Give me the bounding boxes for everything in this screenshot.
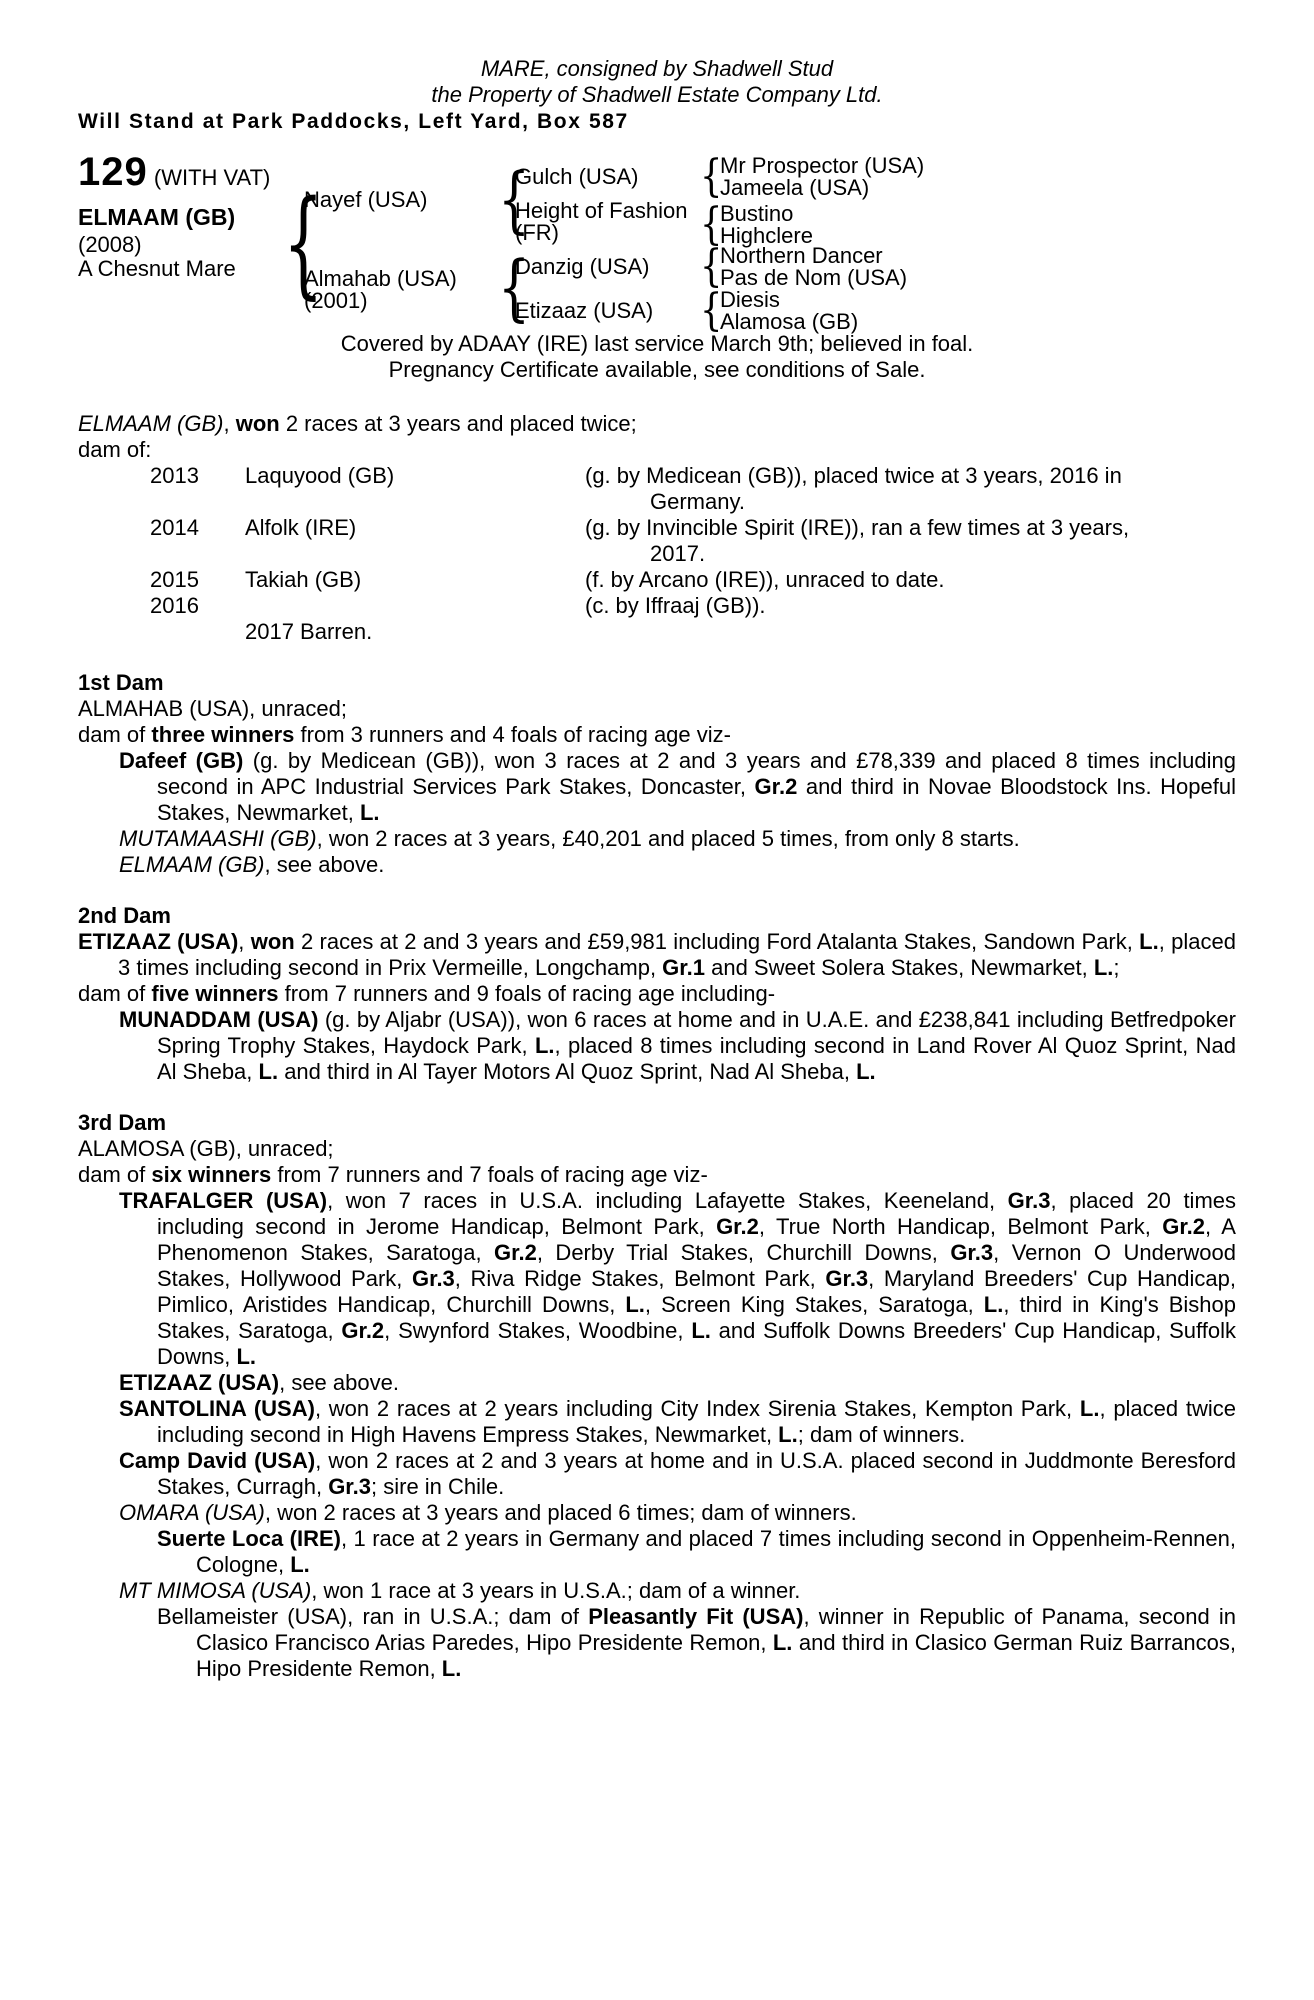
text-segment: three winners <box>151 722 295 747</box>
text-segment: , placed twice including second in High Havens Empress Stakes, Newmarket, <box>157 1396 1236 1447</box>
produce-rows <box>150 463 1236 645</box>
text-segment: , Screen King Stakes, Saratoga, <box>644 1292 984 1317</box>
horse-name: ELMAAM (GB) <box>78 204 236 230</box>
lot-line <box>78 150 270 195</box>
text-segment: from 3 runners and 4 foals of racing age viz- <box>294 722 731 747</box>
pedigree-note-paragraph <box>78 1396 1236 1448</box>
text-segment: ELMAAM (GB) <box>78 411 224 436</box>
consignor-line: MARE, consigned by Shadwell Stud <box>480 56 834 81</box>
text-segment: , A Phenomenon Stakes, Saratoga, <box>157 1214 1236 1265</box>
dam-section-heading: 2nd Dam <box>78 903 171 928</box>
text-segment: Gr.2 <box>341 1318 385 1343</box>
text-segment: TRAFALGER (USA) <box>119 1188 328 1213</box>
pedigree-note-paragraph <box>78 1370 1236 1396</box>
text-segment: ALMAHAB (USA), unraced; <box>78 696 347 721</box>
produce-year: 2015 <box>150 567 199 592</box>
pedigree-sire-sire: Gulch (USA) <box>515 164 639 189</box>
text-segment: , <box>223 411 236 436</box>
vat-note: (WITH VAT) <box>153 165 271 190</box>
pedigree-great-1: Mr Prospector (USA) <box>720 153 925 178</box>
produce-row <box>150 463 1236 515</box>
pedigree-note-paragraph <box>78 852 1236 878</box>
pedigree-great-3: Bustino <box>720 201 794 226</box>
text-segment: Gr.3 <box>411 1266 455 1291</box>
lot-number: 129 <box>78 150 148 194</box>
produce-year: 2014 <box>150 515 199 540</box>
text-segment: won <box>250 929 295 954</box>
produce-row <box>150 619 1236 645</box>
pedigree-note-paragraph <box>78 722 1236 748</box>
text-segment: , third in King's Bishop Stakes, Saratoga, <box>157 1292 1236 1343</box>
text-segment: and Sweet Solera Stakes, Newmarket, <box>704 955 1094 980</box>
text-segment: L. <box>236 1344 257 1369</box>
text-segment: Gr.3 <box>950 1240 994 1265</box>
pedigree-great-2: Jameela (USA) <box>720 175 870 200</box>
pedigree-note-paragraph <box>78 1578 1236 1604</box>
text-segment: , won 7 races in U.S.A. including Lafayette Stakes, Keeneland, <box>327 1188 1008 1213</box>
text-segment: L. <box>1093 955 1114 980</box>
text-segment: , winner in Republic of Panama, second in Clasico Francisco Arias Paredes, Hipo Presidente Remon, <box>196 1604 1237 1655</box>
produce-desc: (c. by Iffraaj (GB)). <box>585 593 766 618</box>
text-segment: Gr.2 <box>716 1214 759 1239</box>
text-segment: L. <box>983 1292 1004 1317</box>
text-segment: L. <box>1079 1396 1100 1421</box>
text-segment: L. <box>441 1656 462 1681</box>
text-segment: Gr.3 <box>328 1474 371 1499</box>
text-segment: , won 2 races at 2 years including City Index Sirenia Stakes, Kempton Park, <box>314 1396 1080 1421</box>
text-segment: ELMAAM (GB) <box>119 852 265 877</box>
horse-description: A Chesnut Mare <box>78 256 236 281</box>
text-segment: Suerte Loca (IRE) <box>157 1526 341 1551</box>
produce-desc: (g. by Medicean (GB)), placed twice at 3 years, 2016 in Germany. <box>585 463 1122 514</box>
produce-year: 2013 <box>150 463 199 488</box>
text-segment: Camp David (USA) <box>119 1448 316 1473</box>
pedigree-note-paragraph <box>78 826 1236 852</box>
text-segment: , Vernon O Underwood Stakes, Hollywood Park, <box>157 1240 1236 1291</box>
text-segment: , won 2 races at 2 and 3 years at home and in U.S.A. placed second in Juddmonte Beresford Stakes, Curragh, <box>157 1448 1236 1499</box>
text-segment: L. <box>772 1630 793 1655</box>
pedigree-great-7: Diesis <box>720 287 780 312</box>
produce-name: 2017 Barren. <box>245 619 373 644</box>
produce-row <box>150 567 1236 593</box>
text-segment: (g. by Medicean (GB)), won 3 races at 2 and 3 years and £78,339 and placed 8 times including second in APC Industrial Services Park Stakes, Doncaster, <box>157 748 1236 799</box>
pedigree-sire-dam: Height of Fashion <box>515 198 688 223</box>
text-segment: L. <box>625 1292 645 1317</box>
pedigree-table <box>78 146 1236 334</box>
dam-of-label: dam of: <box>78 437 152 462</box>
pedigree-dam-year: (2001) <box>304 288 368 313</box>
pedigree-note-paragraph <box>78 1162 1236 1188</box>
text-segment: Gr.2 <box>494 1240 537 1265</box>
text-segment: , won 2 races at 3 years, £40,201 and placed 5 times, from only 8 starts. <box>316 826 1020 851</box>
dam-section-heading: 1st Dam <box>78 670 164 695</box>
text-segment: ETIZAAZ (USA) <box>119 1370 280 1395</box>
produce-desc: (f. by Arcano (IRE)), unraced to date. <box>585 567 945 592</box>
text-segment: ETIZAAZ (USA) <box>78 929 239 954</box>
text-segment: six winners <box>151 1162 272 1187</box>
pedigree-note-paragraph <box>78 929 1236 981</box>
pedigree-dam: Almahab (USA) <box>304 266 457 291</box>
text-segment: , <box>238 929 251 954</box>
text-segment: and third in Novae Bloodstock Ins. Hopeful Stakes, Newmarket, <box>157 774 1236 825</box>
text-segment: Gr.1 <box>662 955 705 980</box>
pedigree-note-paragraph <box>78 1604 1236 1682</box>
produce-name: Laquyood (GB) <box>245 463 395 488</box>
produce-name: Alfolk (IRE) <box>245 515 357 540</box>
text-segment: and third in Al Tayer Motors Al Quoz Sprint, Nad Al Sheba, <box>278 1059 857 1084</box>
text-segment: L. <box>359 800 380 825</box>
text-segment: 2 races at 3 years and placed twice; <box>279 411 637 436</box>
text-segment: L. <box>778 1422 798 1447</box>
produce-name <box>245 593 585 619</box>
pedigree-great-5: Northern Dancer <box>720 243 883 268</box>
produce-year: 2016 <box>150 593 199 618</box>
text-segment: L. <box>691 1318 711 1343</box>
text-segment: Bellameister (USA), ran in U.S.A.; dam of <box>157 1604 589 1629</box>
text-segment: , see above. <box>264 852 385 877</box>
pedigree-note-paragraph <box>78 1448 1236 1500</box>
text-segment: OMARA (USA) <box>119 1500 265 1525</box>
text-segment: L. <box>290 1552 310 1577</box>
pedigree-note-paragraph <box>78 1007 1236 1085</box>
text-segment: MT MIMOSA (USA) <box>119 1578 312 1603</box>
text-segment: won <box>235 411 280 436</box>
text-segment: MUNADDAM (USA) <box>119 1007 319 1032</box>
text-segment: Gr.3 <box>1007 1188 1051 1213</box>
text-segment: from 7 runners and 9 foals of racing age including- <box>278 981 776 1006</box>
produce-desc <box>585 619 1190 645</box>
text-segment: , placed 8 times including second in Land Rover Al Quoz Sprint, Nad Al Sheba, <box>157 1033 1236 1084</box>
text-segment: (g. by Aljabr (USA)), won 6 races at home and in U.A.E. and £238,841 including Betfredpoker Spring Trophy Stakes, Haydock Park, <box>157 1007 1236 1058</box>
text-segment: , Maryland Breeders' Cup Handicap, Pimlico, Aristides Handicap, Churchill Downs, <box>157 1266 1237 1317</box>
covering-line-2: Pregnancy Certificate available, see conditions of Sale. <box>388 357 926 382</box>
pedigree-note-paragraph <box>78 748 1236 826</box>
produce-row <box>150 515 1236 567</box>
text-segment: from 7 runners and 7 foals of racing age viz- <box>271 1162 708 1187</box>
pedigree-sire: Nayef (USA) <box>304 187 428 212</box>
text-segment: , see above. <box>279 1370 399 1395</box>
pedigree-note-paragraph <box>78 696 1236 722</box>
produce-year <box>150 619 245 645</box>
dam-sections <box>78 670 1236 1682</box>
pedigree-note-paragraph <box>78 1188 1236 1370</box>
produce-intro <box>78 411 1236 437</box>
text-segment: dam of <box>78 1162 152 1187</box>
pedigree-note-paragraph <box>78 981 1236 1007</box>
text-segment: , Swynford Stakes, Woodbine, <box>384 1318 692 1343</box>
pedigree-note-paragraph <box>78 1136 1236 1162</box>
pedigree-dam-sire: Danzig (USA) <box>515 254 650 279</box>
text-segment: and third in Clasico German Ruiz Barrancos, Hipo Presidente Remon, <box>196 1630 1236 1681</box>
horse-year-foaled: (2008) <box>78 232 142 257</box>
pedigree-note-paragraph <box>78 1526 1236 1578</box>
pedigree-great-6: Pas de Nom (USA) <box>720 265 908 290</box>
text-segment: , 1 race at 2 years in Germany and placed 7 times including second in Oppenheim-Rennen, Cologne, <box>196 1526 1236 1577</box>
text-segment: Gr.3 <box>825 1266 869 1291</box>
text-segment: , Derby Trial Stakes, Churchill Downs, <box>536 1240 951 1265</box>
text-segment: five winners <box>151 981 279 1006</box>
property-line: the Property of Shadwell Estate Company Ltd. <box>431 82 883 107</box>
page-content <box>78 0 1236 1682</box>
text-segment: ; sire in Chile. <box>371 1474 505 1499</box>
text-segment: , placed 20 times including second in Jerome Handicap, Belmont Park, <box>157 1188 1237 1239</box>
text-segment: dam of <box>78 981 152 1006</box>
stand-location-line: Will Stand at Park Paddocks, Left Yard, Box 587 <box>78 110 629 133</box>
text-segment: Gr.2 <box>1162 1214 1206 1239</box>
produce-name: Takiah (GB) <box>245 567 362 592</box>
dam-section <box>78 1110 1236 1682</box>
text-segment: and Suffolk Downs Breeders' Cup Handicap, Suffolk Downs, <box>157 1318 1236 1369</box>
text-segment: MUTAMAASHI (GB) <box>119 826 317 851</box>
dam-section-heading: 3rd Dam <box>78 1110 167 1135</box>
text-segment: , True North Handicap, Belmont Park, <box>758 1214 1163 1239</box>
pedigree-note-paragraph <box>78 1500 1236 1526</box>
covering-line-1: Covered by ADAAY (IRE) last service March 9th; believed in foal. <box>340 331 974 356</box>
text-segment: , placed 3 times including second in Prix Vermeille, Longchamp, <box>118 929 1236 980</box>
text-segment: L. <box>856 1059 876 1084</box>
text-segment: 2 races at 2 and 3 years and £59,981 including Ford Atalanta Stakes, Sandown Park, <box>294 929 1140 954</box>
pedigree-dam-dam: Etizaaz (USA) <box>515 298 654 323</box>
pedigree-sire-dam-suffix: (FR) <box>515 220 559 245</box>
produce-desc: (g. by Invincible Spirit (IRE)), ran a few times at 3 years, 2017. <box>585 515 1130 566</box>
text-segment: , won 1 race at 3 years in U.S.A.; dam of a winner. <box>311 1578 801 1603</box>
produce-row <box>150 593 1236 619</box>
text-segment: L. <box>1139 929 1159 954</box>
dam-section <box>78 670 1236 878</box>
text-segment: L. <box>534 1033 555 1058</box>
text-segment: , Riva Ridge Stakes, Belmont Park, <box>454 1266 826 1291</box>
text-segment: , won 2 races at 3 years and placed 6 times; dam of winners. <box>264 1500 857 1525</box>
text-segment: ALAMOSA (GB), unraced; <box>78 1136 334 1161</box>
text-segment: dam of <box>78 722 152 747</box>
text-segment: Gr.2 <box>754 774 798 799</box>
text-segment: ; dam of winners. <box>797 1422 966 1447</box>
text-segment: L. <box>258 1059 279 1084</box>
pedigree-great-4: Highclere <box>720 223 813 248</box>
text-segment: Dafeef (GB) <box>119 748 244 773</box>
text-segment: ; <box>1113 955 1120 980</box>
text-segment: Pleasantly Fit (USA) <box>588 1604 804 1629</box>
pedigree-great-8: Alamosa (GB) <box>720 309 859 334</box>
text-segment: SANTOLINA (USA) <box>119 1396 315 1421</box>
dam-section <box>78 903 1236 1085</box>
